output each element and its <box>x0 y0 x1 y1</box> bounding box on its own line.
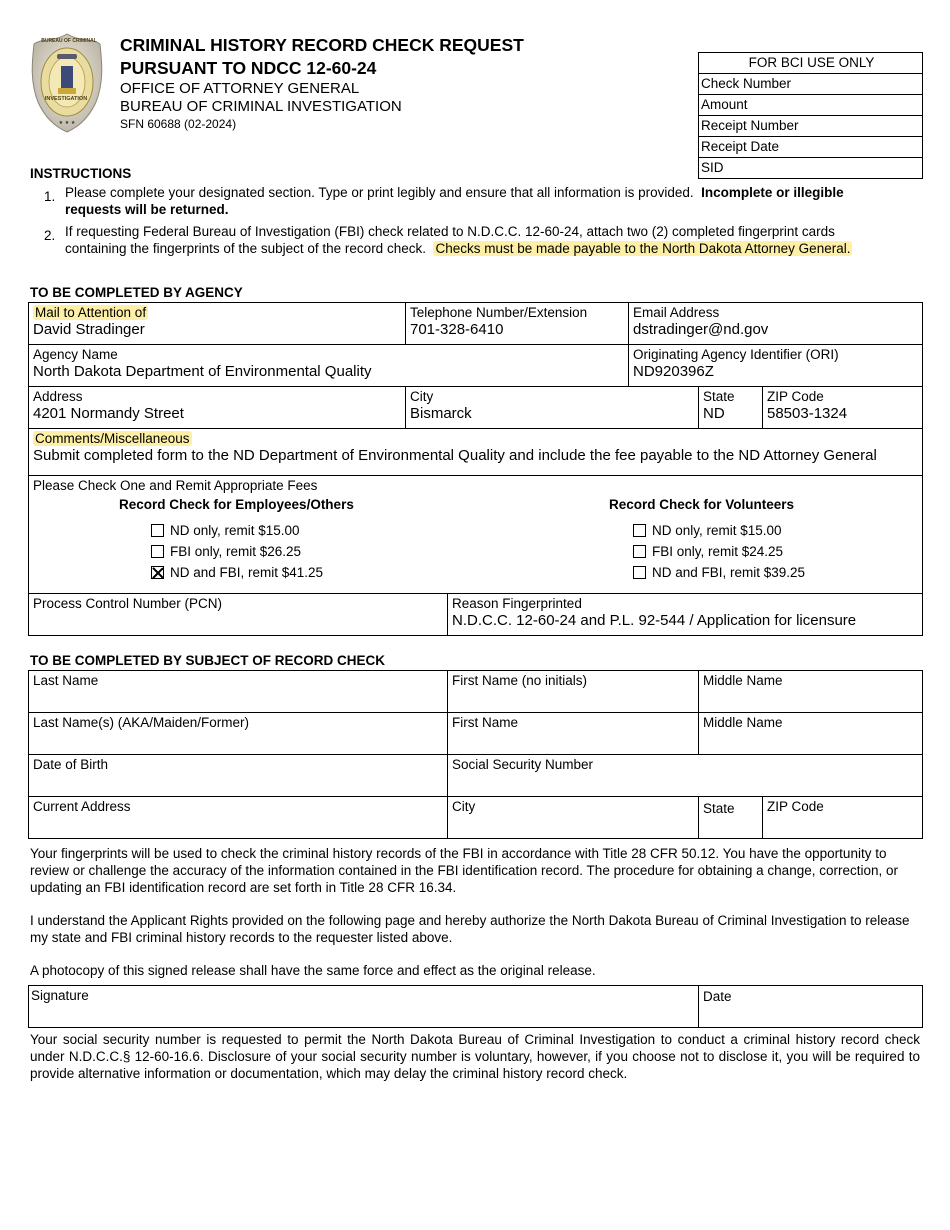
volunteer-option-nd[interactable] <box>633 523 782 538</box>
aka-middle-name-label: Middle Name <box>703 715 783 730</box>
volunteer-fbi-label: FBI only, remit $24.25 <box>652 544 784 559</box>
volunteer-fbi-checkbox[interactable] <box>633 545 646 558</box>
aka-first-name-label: First Name <box>452 715 519 730</box>
ssn-field[interactable] <box>447 754 923 797</box>
instruction-item-2 <box>44 223 894 259</box>
dob-label: Date of Birth <box>33 757 109 772</box>
agency-state-label: State <box>703 389 735 404</box>
volunteer-nd-fbi-label: ND and FBI, remit $39.25 <box>652 565 806 580</box>
current-address-label: Current Address <box>33 799 131 814</box>
comments-field[interactable] <box>28 428 923 476</box>
subject-city-field[interactable] <box>447 796 699 839</box>
employee-nd-label: ND only, remit $15.00 <box>170 523 300 538</box>
agency-zip-label: ZIP Code <box>767 389 824 404</box>
reason-field[interactable] <box>447 593 923 636</box>
employees-heading: Record Check for Employees/Others <box>119 497 354 512</box>
bci-receipt-number[interactable]: Receipt Number <box>699 115 922 136</box>
comments-label: Comments/Miscellaneous <box>35 431 190 446</box>
email-label: Email Address <box>633 305 720 320</box>
svg-text:★ ★ ★: ★ ★ ★ <box>58 120 76 126</box>
employee-nd-fbi-checkbox[interactable] <box>151 566 164 579</box>
employee-nd-checkbox[interactable] <box>151 524 164 537</box>
fingerprint-notice: Your fingerprints will be used to check the criminal history records of the FBI in accordance with Title 28 CFR 50.12. You have the opportunity to review or challenge the accuracy of the information contained in the FBI identification record. The procedure for obtaining a change, correction, or updating an FBI identification record are set forth in Title 28 CFR 16.34. <box>30 846 898 895</box>
agency-zip-field[interactable] <box>762 386 923 429</box>
volunteer-nd-label: ND only, remit $15.00 <box>652 523 782 538</box>
agency-address-value: 4201 Normandy Street <box>33 405 184 422</box>
bci-amount[interactable]: Amount <box>699 94 922 115</box>
volunteer-option-fbi[interactable] <box>633 544 783 559</box>
volunteers-heading: Record Check for Volunteers <box>609 497 795 512</box>
instruction-2-text: If requesting Federal Bureau of Investigation (FBI) check related to N.D.C.C. 12-60-24, attach two (2) completed fingerprint cards containing the fingerprints of the subject of the record check. <box>65 224 835 256</box>
signature-field[interactable] <box>28 985 699 1028</box>
bci-check-number[interactable]: Check Number <box>699 73 922 94</box>
email-field[interactable] <box>628 302 923 345</box>
pcn-field[interactable] <box>28 593 448 636</box>
first-name-field[interactable] <box>447 670 699 713</box>
agency-section-heading: TO BE COMPLETED BY AGENCY <box>30 285 243 300</box>
bci-sid[interactable]: SID <box>699 157 922 178</box>
instruction-2-number: 2. <box>44 228 56 243</box>
agency-city-label: City <box>410 389 434 404</box>
employee-option-nd-fbi[interactable] <box>151 565 323 580</box>
mail-attention-field[interactable] <box>28 302 406 345</box>
reason-value: N.D.C.C. 12-60-24 and P.L. 92-544 / Application for licensure <box>452 612 857 629</box>
signature-label: Signature <box>31 988 89 1003</box>
aka-middle-name-field[interactable] <box>698 712 923 755</box>
last-name-label: Last Name <box>33 673 99 688</box>
ori-label: Originating Agency Identifier (ORI) <box>633 347 839 362</box>
employee-option-nd[interactable] <box>151 523 300 538</box>
form-title-line2: PURSUANT TO NDCC 12-60-24 <box>120 58 377 78</box>
instructions-heading: INSTRUCTIONS <box>30 166 132 181</box>
fees-label: Please Check One and Remit Appropriate Fees <box>33 478 318 493</box>
agency-name-field[interactable] <box>28 344 629 387</box>
telephone-field[interactable] <box>405 302 629 345</box>
first-name-label: First Name (no initials) <box>452 673 588 688</box>
badge-text-bottom: INVESTIGATION <box>44 96 88 102</box>
employee-fbi-label: FBI only, remit $26.25 <box>170 544 302 559</box>
date-field[interactable] <box>698 985 923 1028</box>
instruction-1-text: Please complete your designated section. Type or print legibly and ensure that all information is provided. <box>65 185 694 200</box>
middle-name-field[interactable] <box>698 670 923 713</box>
aka-last-name-label: Last Name(s) (AKA/Maiden/Former) <box>33 715 250 730</box>
telephone-value: 701-328-6410 <box>410 321 504 338</box>
ssn-label: Social Security Number <box>452 757 594 772</box>
bci-receipt-date[interactable]: Receipt Date <box>699 136 922 157</box>
aka-last-name-field[interactable] <box>28 712 448 755</box>
form-number: SFN 60688 (02-2024) <box>120 117 237 131</box>
ssn-notice: Your social security number is requested to permit the North Dakota Bureau of Criminal Investigation to conduct a criminal history record check under N.D.C.C.§ 12-60-16.6. Disclosure of your social security number is voluntary, however, if you choose not to disclose it, you will be required to provide alternative information or documentation, which may delay the criminal history record check. <box>30 1032 920 1081</box>
agency-city-value: Bismarck <box>410 405 472 422</box>
agency-address-field[interactable] <box>28 386 406 429</box>
volunteer-nd-checkbox[interactable] <box>633 524 646 537</box>
telephone-label: Telephone Number/Extension <box>410 305 588 320</box>
fees-section <box>28 475 923 594</box>
instruction-1-bold: Incomplete or illegible requests will be returned. <box>65 185 844 217</box>
agency-state-value: ND <box>703 405 725 422</box>
authorization-statement: I understand the Applicant Rights provided on the following page and hereby authorize the North Dakota Bureau of Criminal Investigation to release my state and FBI criminal history records to the requester listed above. <box>30 913 910 945</box>
employee-nd-fbi-label: ND and FBI, remit $41.25 <box>170 565 324 580</box>
ori-field[interactable] <box>628 344 923 387</box>
bci-use-only-box <box>698 52 923 179</box>
instruction-item-1 <box>44 184 894 220</box>
signature-grid <box>28 985 923 1028</box>
agency-city-field[interactable] <box>405 386 699 429</box>
employee-fbi-checkbox[interactable] <box>151 545 164 558</box>
email-value: dstradinger@nd.gov <box>633 321 769 338</box>
aka-first-name-field[interactable] <box>447 712 699 755</box>
badge-text-top: BUREAU OF CRIMINAL <box>41 38 97 44</box>
subject-form-grid <box>28 670 923 839</box>
agency-form-grid <box>28 302 923 636</box>
date-label: Date <box>703 989 732 1004</box>
volunteer-nd-fbi-checkbox[interactable] <box>633 566 646 579</box>
mail-attention-label: Mail to Attention of <box>35 305 147 320</box>
bci-badge-logo <box>30 32 104 134</box>
subject-zip-field[interactable] <box>762 796 923 839</box>
employee-option-fbi[interactable] <box>151 544 301 559</box>
agency-name-label: Agency Name <box>33 347 118 362</box>
current-address-field[interactable] <box>28 796 448 839</box>
form-title-line1: CRIMINAL HISTORY RECORD CHECK REQUEST <box>120 35 524 55</box>
comments-value: Submit completed form to the ND Department of Environmental Quality and include the fee payable to the ND Attorney General <box>33 447 877 464</box>
agency-address-label: Address <box>33 389 83 404</box>
agency-zip-value: 58503-1324 <box>767 405 848 422</box>
mail-attention-value: David Stradinger <box>33 321 145 338</box>
subject-section-heading: TO BE COMPLETED BY SUBJECT OF RECORD CHECK <box>30 653 386 668</box>
volunteer-option-nd-fbi[interactable] <box>633 565 805 580</box>
badge-lettering <box>40 38 98 44</box>
subject-zip-label: ZIP Code <box>767 799 824 814</box>
subject-city-label: City <box>452 799 476 814</box>
photocopy-statement: A photocopy of this signed release shall have the same force and effect as the original release. <box>30 963 596 978</box>
ori-value: ND920396Z <box>633 363 714 380</box>
middle-name-label: Middle Name <box>703 673 783 688</box>
office-name: OFFICE OF ATTORNEY GENERAL <box>120 80 360 97</box>
bureau-name: BUREAU OF CRIMINAL INVESTIGATION <box>120 98 402 115</box>
dob-field[interactable] <box>28 754 448 797</box>
agency-state-field[interactable] <box>698 386 763 429</box>
instruction-2-highlight: Checks must be made payable to the North Dakota Attorney General. <box>435 241 851 256</box>
pcn-label: Process Control Number (PCN) <box>33 596 223 611</box>
subject-state-label: State <box>703 801 735 816</box>
badge-lettering-bottom <box>36 96 96 102</box>
last-name-field[interactable] <box>28 670 448 713</box>
agency-name-value: North Dakota Department of Environmental Quality <box>33 363 372 380</box>
subject-state-field[interactable] <box>698 796 763 839</box>
instruction-1-number: 1. <box>44 189 56 204</box>
bci-box-title: FOR BCI USE ONLY <box>748 55 875 70</box>
reason-label: Reason Fingerprinted <box>452 596 582 611</box>
